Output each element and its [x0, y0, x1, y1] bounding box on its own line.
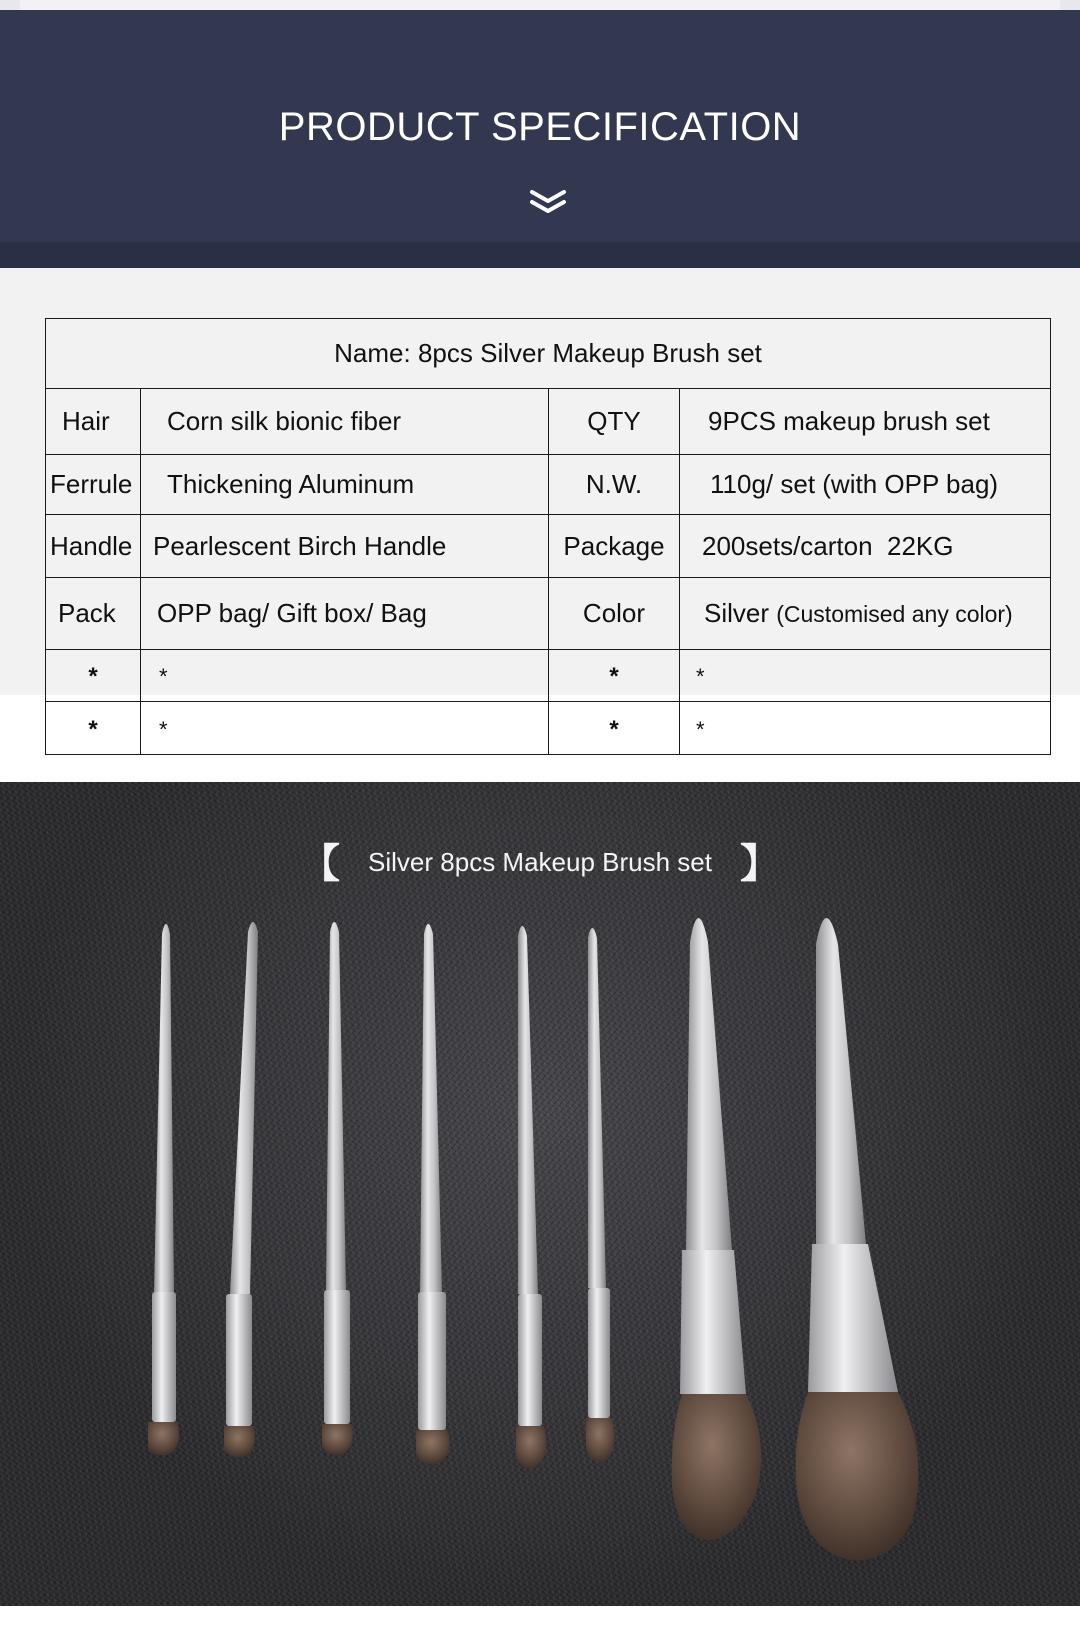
blank-label-1b: * — [609, 663, 619, 690]
photo-caption — [0, 832, 1080, 889]
blank-label-2b: * — [609, 715, 619, 743]
spec-label-pack: Pack — [46, 578, 141, 650]
spec-row-blank-1 — [46, 650, 1051, 702]
blank-label-1a: * — [88, 663, 98, 690]
spec-row-blank-2 — [46, 702, 1051, 755]
blank-label-2a: * — [88, 715, 98, 743]
spec-value-package: 200sets/carton 22KG — [680, 515, 1051, 578]
spec-value-nw: 110g/ set (with OPP bag) — [680, 455, 1051, 515]
brush-3 — [322, 922, 353, 1455]
spec-row-pack — [46, 578, 1051, 650]
spec-value-pack: OPP bag/ Gift box/ Bag — [141, 578, 549, 650]
spec-label-nw: N.W. — [549, 455, 680, 515]
blank-value-1b: * — [696, 664, 705, 689]
header-shade — [0, 242, 1080, 268]
spec-row-ferrule — [46, 455, 1051, 515]
caption-bracket-right: 】 — [739, 842, 780, 886]
brush-4 — [416, 924, 450, 1464]
spec-value-hair: Corn silk bionic fiber — [141, 389, 549, 455]
spec-value-color-cell — [680, 578, 1051, 650]
brush-1 — [148, 924, 179, 1455]
spec-label-handle: Handle — [46, 515, 141, 578]
brush-5 — [516, 926, 546, 1468]
blank-value-1a: * — [159, 664, 168, 689]
spec-table — [45, 318, 1051, 755]
spec-name-row — [46, 319, 1051, 389]
spec-row-handle — [46, 515, 1051, 578]
caption-bracket-left: 【 — [300, 842, 341, 886]
double-chevron-down-icon — [528, 188, 568, 216]
blank-value-2b: * — [696, 716, 705, 742]
brush-6 — [586, 928, 615, 1462]
bottom-margin — [0, 1606, 1080, 1638]
spec-label-ferrule: Ferrule — [46, 455, 141, 515]
top-strip — [0, 0, 1080, 10]
spec-label-package: Package — [549, 515, 680, 578]
spec-name-cell: Name: 8pcs Silver Makeup Brush set — [46, 319, 1051, 389]
spec-row-hair — [46, 389, 1051, 455]
product-photo — [0, 782, 1080, 1606]
spec-value-color-note: (Customised any color) — [776, 601, 1013, 627]
blank-value-2a: * — [159, 716, 168, 742]
spec-value-qty: 9PCS makeup brush set — [680, 389, 1051, 455]
brush-7 — [672, 918, 761, 1540]
top-strip-inner — [20, 0, 1060, 10]
spec-label-hair: Hair — [46, 389, 141, 455]
spec-label-qty: QTY — [549, 389, 680, 455]
spec-label-color: Color — [549, 578, 680, 650]
brush-2 — [224, 922, 258, 1457]
spec-value-handle: Pearlescent Birch Handle — [141, 515, 549, 578]
spec-value-ferrule: Thickening Aluminum — [141, 455, 549, 515]
spec-value-color: Silver — [704, 598, 770, 628]
header-title: PRODUCT SPECIFICATION — [278, 105, 802, 149]
caption-text: Silver 8pcs Makeup Brush set — [368, 847, 712, 877]
brush-set-illustration — [0, 782, 1080, 1606]
brush-8 — [796, 918, 919, 1560]
